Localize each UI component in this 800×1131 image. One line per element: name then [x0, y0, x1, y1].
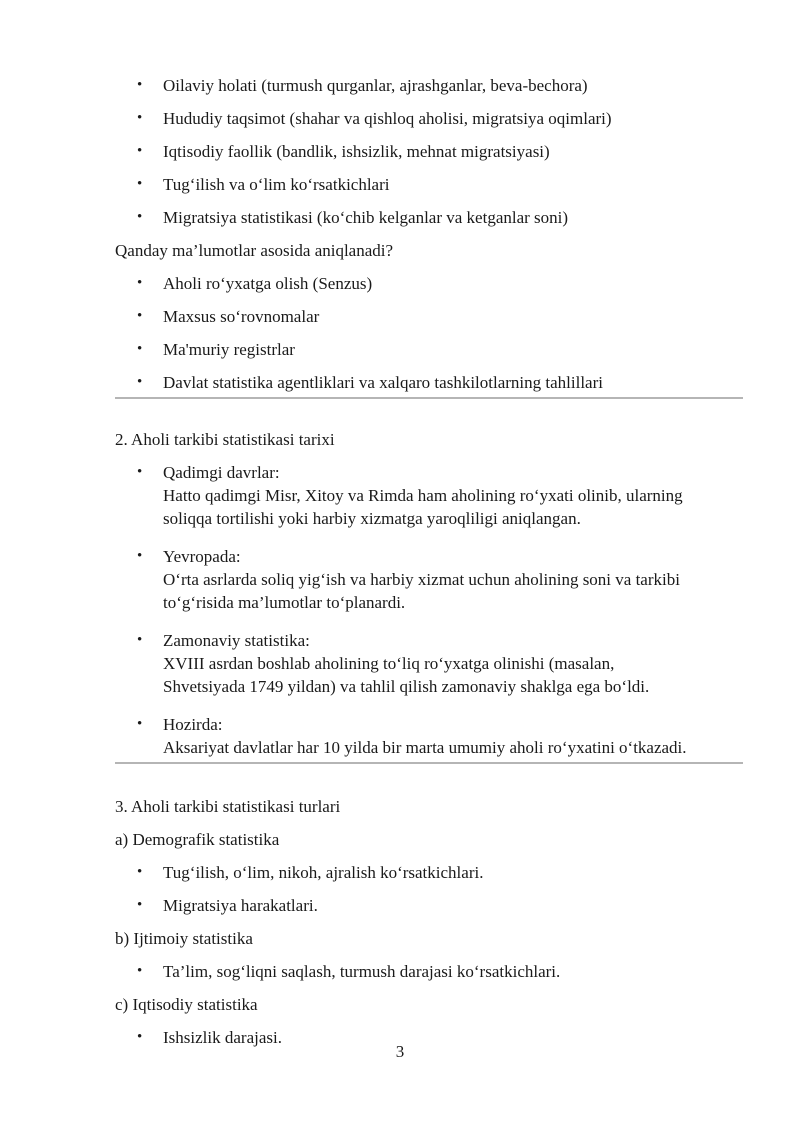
list-item: • Ishsizlik darajasi.	[115, 1026, 743, 1049]
list-item	[115, 545, 743, 614]
horizontal-divider	[115, 762, 743, 764]
section-heading: 2. Aholi tarkibi statistikasi tarixi	[115, 430, 335, 449]
item-title: • Hozirda:	[163, 715, 223, 734]
list-item: • Tug‘ilish va o‘lim ko‘rsatkichlari	[115, 173, 743, 196]
subsection-label: b) Ijtimoiy statistika	[115, 929, 253, 948]
horizontal-divider	[115, 397, 743, 399]
demographic-indicators-list	[115, 74, 743, 229]
item-text-line: soliqqa tortilishi yoki harbiy xizmatga yaroqliligi aniqlangan.	[163, 509, 581, 528]
list-item: • Migratsiya harakatlari.	[115, 894, 743, 917]
item-title: • Qadimgi davrlar:	[163, 463, 280, 482]
item-title: • Yevropada:	[163, 547, 241, 566]
history-list	[115, 461, 743, 759]
demographic-stats-list	[115, 861, 743, 917]
list-item: • Tug‘ilish, o‘lim, nikoh, ajralish ko‘rsatkichlari.	[115, 861, 743, 884]
list-item: • Ta’lim, sog‘liqni saqlash, turmush darajasi ko‘rsatkichlari.	[115, 960, 743, 983]
page-number: 3	[395, 1042, 405, 1061]
list-item	[115, 629, 743, 698]
list-item: • Maxsus so‘rovnomalar	[115, 305, 743, 328]
list-item: • Iqtisodiy faollik (bandlik, ishsizlik, mehnat migratsiyasi)	[115, 140, 743, 163]
item-text-line: Hatto qadimgi Misr, Xitoy va Rimda ham aholining ro‘yxati olinib, ularning	[163, 486, 683, 505]
item-text-line: to‘g‘risida ma’lumotlar to‘planardi.	[163, 593, 406, 612]
data-sources-list	[115, 272, 743, 394]
section-heading: 3. Aholi tarkibi statistikasi turlari	[115, 797, 341, 816]
list-item: • Aholi ro‘yxatga olish (Senzus)	[115, 272, 743, 295]
list-item	[115, 713, 743, 759]
list-item: • Oilaviy holati (turmush qurganlar, ajrashganlar, beva-bechora)	[115, 74, 743, 97]
subsection-label: a) Demografik statistika	[115, 830, 280, 849]
item-text-line: XVIII asrdan boshlab aholining to‘liq ro‘yxatga olinishi (masalan,	[163, 654, 615, 673]
social-stats-list	[115, 960, 743, 983]
list-item: • Hududiy taqsimot (shahar va qishloq aholisi, migratsiya oqimlari)	[115, 107, 743, 130]
list-item: • Migratsiya statistikasi (ko‘chib kelganlar va ketganlar soni)	[115, 206, 743, 229]
item-text-line: Shvetsiyada 1749 yildan) va tahlil qilish zamonaviy shaklga ega bo‘ldi.	[163, 677, 650, 696]
subsection-label: c) Iqtisodiy statistika	[115, 995, 258, 1014]
list-item	[115, 461, 743, 530]
item-text-line: O‘rta asrlarda soliq yig‘ish va harbiy xizmat uchun aholining soni va tarkibi	[163, 570, 680, 589]
list-item: • Davlat statistika agentliklari va xalqaro tashkilotlarning tahlillari	[115, 371, 743, 394]
page-content	[115, 74, 743, 1049]
list-item: • Ma'muriy registrlar	[115, 338, 743, 361]
item-text-line: Aksariyat davlatlar har 10 yilda bir marta umumiy aholi ro‘yxatini o‘tkazadi.	[163, 738, 687, 757]
question-paragraph: Qanday ma’lumotlar asosida aniqlanadi?	[115, 241, 394, 260]
item-title: • Zamonaviy statistika:	[163, 631, 310, 650]
